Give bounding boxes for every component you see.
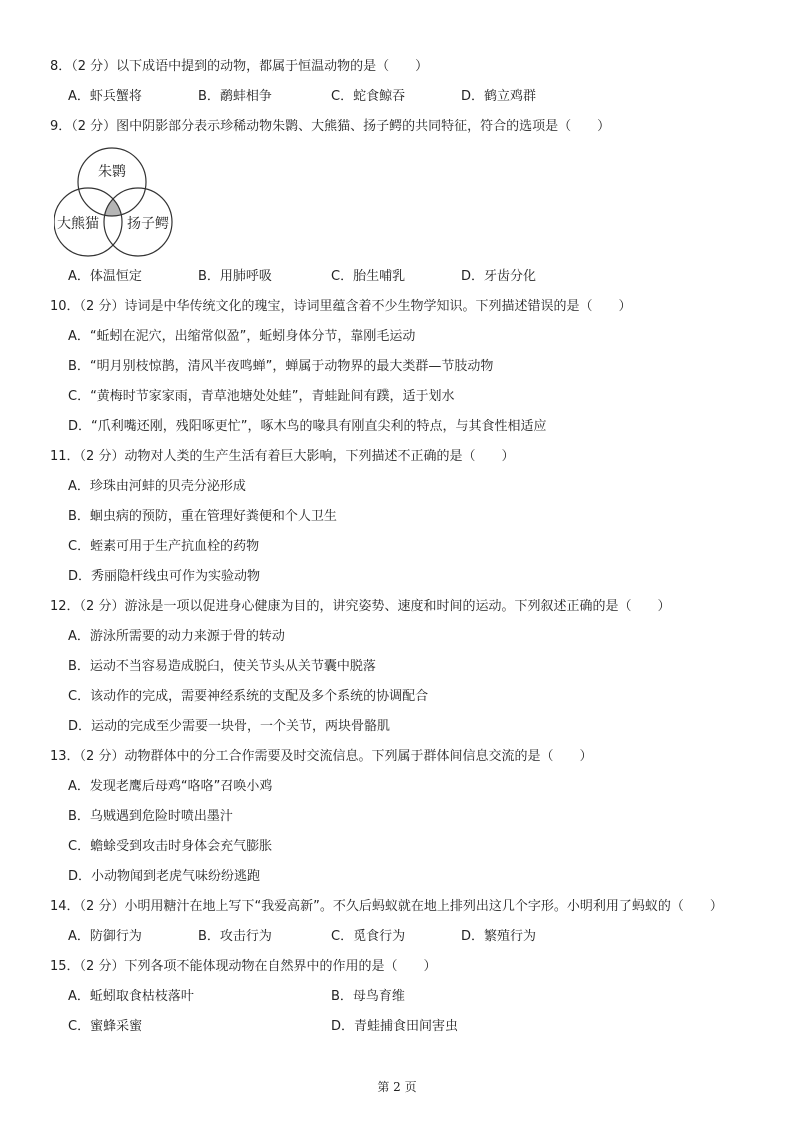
question-10-option-b: B．“明月别枝惊鹊，清风半夜鸣蝉”，蝉属于动物界的最大类群—节肢动物: [68, 359, 494, 374]
question-13-option-c: C．蟾蜍受到攻击时身体会充气膨胀: [68, 839, 273, 854]
question-10-option-c: C．“黄梅时节家家雨，青草池塘处处蛙”，青蛙趾间有蹼，适于划水: [68, 389, 455, 404]
question-9-option-a: A．体温恒定: [68, 269, 142, 284]
question-15-option-b: B．母鸟育维: [331, 989, 405, 1004]
question-8-option-c: C．蛇食鲸吞: [331, 89, 406, 104]
question-11-stem: 11．（2 分）动物对人类的生产生活有着巨大影响，下列描述不正确的是（ ）: [50, 449, 515, 464]
question-12-option-d: D．运动的完成至少需要一块骨，一个关节，两块骨骼肌: [68, 719, 391, 734]
question-13-option-b: B．乌贼遇到危险时喷出墨汁: [68, 809, 233, 824]
question-14-stem: 14．（2 分）小明用糖汁在地上写下“我爱高新”。不久后蚂蚁就在地上排列出这几个字形。小明利用了蚂蚁的（ ）: [50, 899, 723, 914]
question-14-option-a: A．防御行为: [68, 929, 142, 944]
question-8-option-b: B．鹬蚌相争: [198, 89, 272, 104]
question-9-option-d: D．牙齿分化: [461, 269, 537, 284]
question-12-option-a: A．游泳所需要的动力来源于骨的转动: [68, 629, 285, 644]
question-8-stem: 8．（2 分）以下成语中提到的动物，都属于恒温动物的是（ ）: [50, 59, 429, 74]
question-8-option-d: D．鹤立鸡群: [461, 89, 537, 104]
question-15-option-a: A．蚯蚓取食枯枝落叶: [68, 989, 194, 1004]
question-11-option-d: D．秀丽隐杆线虫可作为实验动物: [68, 569, 261, 584]
venn-diagram: [54, 146, 174, 262]
question-9-option-c: C．胎生哺乳: [331, 269, 406, 284]
question-14-option-b: B．攻击行为: [198, 929, 272, 944]
question-11-option-c: C．蛭素可用于生产抗血栓的药物: [68, 539, 260, 554]
question-8-option-a: A．虾兵蟹将: [68, 89, 142, 104]
question-9-option-b: B．用肺呼吸: [198, 269, 272, 284]
question-10-option-a: A．“蚯蚓在泥穴，出缩常似盈”，蚯蚓身体分节，靠刚毛运动: [68, 329, 416, 344]
question-11-option-a: A．珍珠由河蚌的贝壳分泌形成: [68, 479, 246, 494]
question-15-option-d: D．青蛙捕食田间害虫: [331, 1019, 459, 1034]
venn-label-left: 大熊猫: [57, 216, 99, 232]
question-12-option-c: C．该动作的完成，需要神经系统的支配及多个系统的协调配合: [68, 689, 429, 704]
venn-label-right: 扬子鳄: [127, 216, 169, 232]
question-13-stem: 13．（2 分）动物群体中的分工合作需要及时交流信息。下列属于群体间信息交流的是（ ）: [50, 749, 593, 764]
question-12-option-b: B．运动不当容易造成脱臼，使关节头从关节囊中脱落: [68, 659, 376, 674]
question-13-option-a: A．发现老鹰后母鸡“咯咯”召唤小鸡: [68, 779, 273, 794]
question-10-option-d: D．“爪利嘴还刚，残阳啄更忙”，啄木鸟的喙具有刚直尖利的特点，与其食性相适应: [68, 419, 547, 434]
question-12-stem: 12．（2 分）游泳是一项以促进身心健康为目的，讲究姿势、速度和时间的运动。下列叙述正确的是（ ）: [50, 599, 671, 614]
question-15-stem: 15．（2 分）下列各项不能体现动物在自然界中的作用的是（ ）: [50, 959, 437, 974]
question-9-stem: 9．（2 分）图中阴影部分表示珍稀动物朱鹮、大熊猫、扬子鳄的共同特征，符合的选项是（ ）: [50, 119, 611, 134]
question-14-option-c: C．觅食行为: [331, 929, 406, 944]
question-15-option-c: C．蜜蜂采蜜: [68, 1019, 143, 1034]
question-13-option-d: D．小动物闻到老虎气味纷纷逃跑: [68, 869, 261, 884]
question-11-option-b: B．蛔虫病的预防，重在管理好粪便和个人卫生: [68, 509, 337, 524]
question-10-stem: 10．（2 分）诗词是中华传统文化的瑰宝，诗词里蕴含着不少生物学知识。下列描述错误的是（ ）: [50, 299, 632, 314]
question-14-option-d: D．繁殖行为: [461, 929, 537, 944]
page-number: 第 2 页: [377, 1080, 417, 1094]
venn-label-top: 朱鹮: [98, 164, 126, 180]
